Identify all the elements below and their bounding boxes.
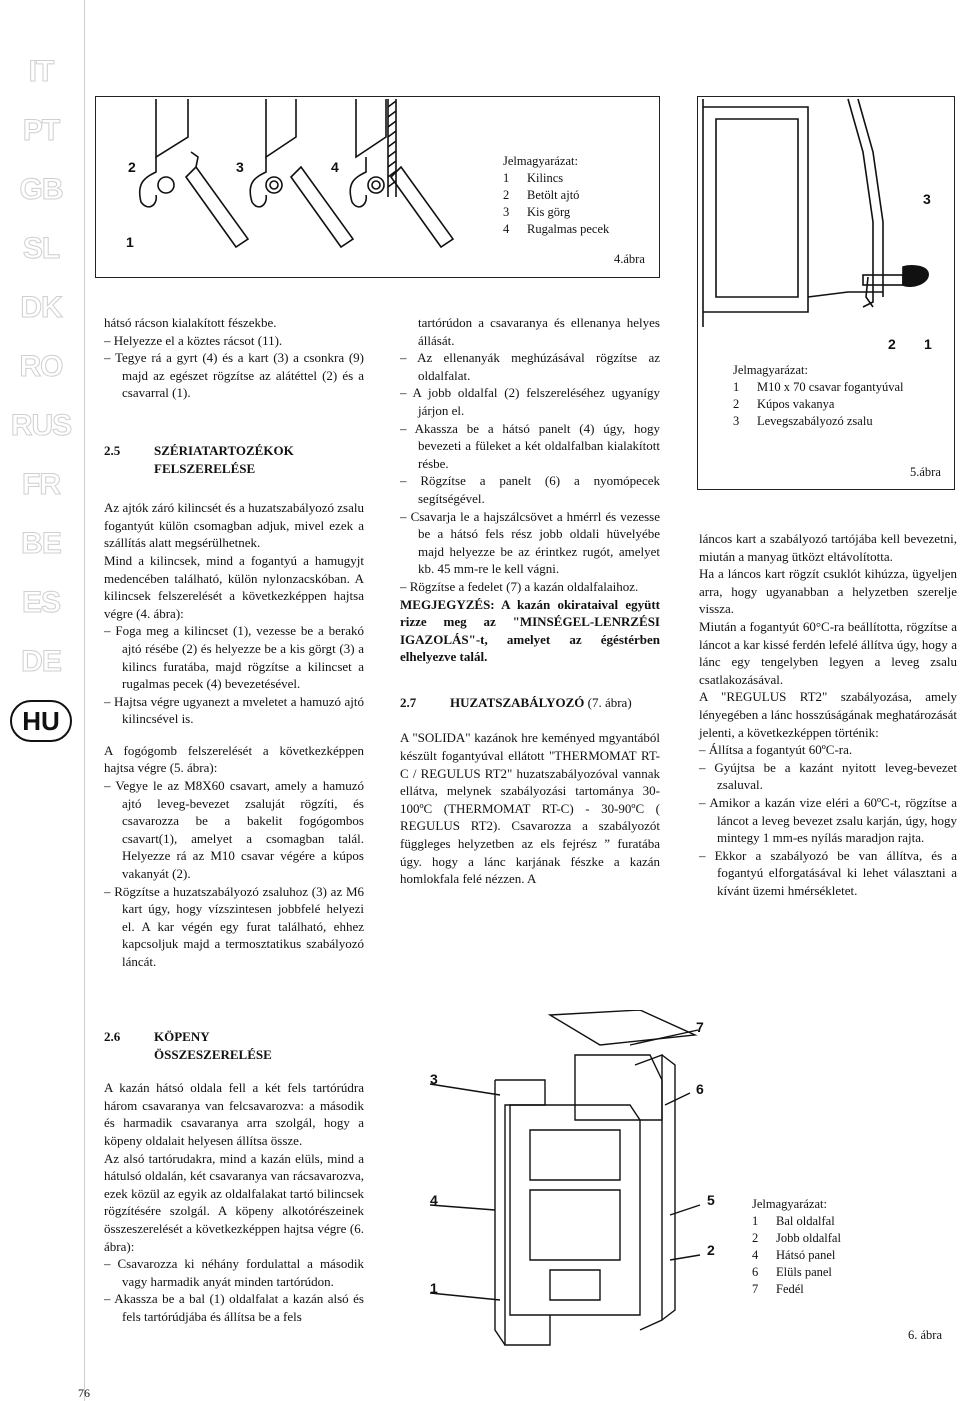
language-tab[interactable]: GB [19,173,63,206]
figure-5-legend [733,362,904,430]
language-tab[interactable]: SL [22,232,60,265]
legend-item: 1 Kilincs [503,171,564,185]
fig6-callout-7: 7 [696,1019,704,1035]
figure-6-legend [752,1196,841,1298]
paragraph: hátsó rácson kialakított fészekbe. [104,315,277,330]
list-item: – Rögzítse a huzatszabályozó zsaluhoz (3) az M6 kart úgy, hogy vízszintesen jobbfelé helyezi el. A kar végén egy furat található, ehhez kapcsoljuk majd a termosztatikus szabályozó láncát. [104,883,364,969]
legend-item: 4 Hátsó panel [752,1248,836,1262]
language-tab[interactable]: FR [22,468,60,501]
language-tab[interactable]: DE [21,645,61,678]
language-tab[interactable]: BE [21,527,61,560]
language-tab[interactable]: ES [21,586,61,619]
paragraph: tartórúdon a csavaranya és ellenanya helyes állását. [418,315,660,348]
list-item: – Hajtsa végre ugyanezt a mveletet a hamuzó ajtó kilincsével is. [104,693,364,727]
fig6-callout-2: 2 [707,1242,715,1258]
text-column-3 [699,530,957,899]
figure-4 [95,96,660,278]
section-heading-2-7: 2.7 HUZATSZABÁLYOZÓ (7. ábra) [400,694,632,710]
figure-5-drawing [698,97,954,357]
list-item: – Rögzítse a fedelet (7) a kazán oldalfalaihoz. [400,578,639,594]
legend-item: 3 Kis görg [503,205,571,219]
legend-title: Jelmagyarázat: [752,1197,827,1211]
figure-6-caption: 6. ábra [908,1328,943,1342]
paragraph: – Helyezze el a köztes rácsot (11). [104,332,283,348]
paragraph: A "SOLIDA" kazánok hre keményed mgyantából készült fogantyúval ellátott "THERMOMAT RT-C / REGULUS RT2" huzatszabályozóval vannak ellátva, melynek szabályozási tartománya 30-100ºC (THERMOMAT RT-C) - 30-90ºC ( REGULUS RT2). Csavarozza a szabályozót függleges helyzetben az els fejrész ” furatába úgy. hogy a lánc karjának fészke a kazán homlokfala felé nézzen. A [400,730,660,887]
list-item: – Amikor a kazán vize eléri a 60ºC-t, rögzítse a láncot a leveg bevezet zsalu karján, úgy, hogy mintegy 1 mm-es nyílás maradjon rajta. [699,794,957,846]
fig6-callout-6: 6 [696,1081,704,1097]
list-item: – Rögzítse a panelt (6) a nyomópecek segítségével. [400,473,660,506]
legend-item: 1 M10 x 70 csavar fogantyúval [733,380,904,394]
legend-item: 1 Bal oldalfal [752,1214,835,1228]
list-item: – Akassza be a hátsó panelt (4) úgy, hogy bevezeti a füleket a két oldalfalban kialakított résbe. [400,420,660,471]
fig5-callout-1: 1 [924,336,932,352]
language-tab[interactable]: DK [20,291,62,324]
legend-item: 3 Levegszabályozó zsalu [733,414,873,428]
fig5-callout-3: 3 [923,191,931,207]
list-item: – Tegye rá a gyrt (4) és a kart (3) a csonkra (9) majd az egészet rögzítse az alátéttel (2) és a csavarral (1). [104,350,364,401]
fig4-callout-2: 2 [128,159,136,175]
fig5-callout-2: 2 [888,336,896,352]
legend-title: Jelmagyarázat: [733,363,808,377]
legend-item: 2 Betölt ajtó [503,188,580,202]
list-item: – Állítsa a fogantyút 60ºC-ra. [699,742,853,758]
list-item: – Vegye le az M8X60 csavart, amely a hamuzó ajtó leveg-bevezet zsaluját rögzíti, és csavarozza be a bakelit fogógombos csavart(1), amelyet a csomagban talál. Helyezze rá az M10 csavar végére a kúpos vakanyát (2). [104,778,364,882]
fig4-callout-4: 4 [331,159,339,175]
fig4-callout-1: 1 [126,234,134,250]
paragraph: láncos kart a szabályozó tartójába kell bevezetni, miután a manyag ütközt eltávolította. [699,531,957,564]
list-item: – Csavarozza ki néhány fordulattal a második vagy harmadik anyát minden tartórúdon. [104,1256,364,1289]
figure-5 [697,96,955,490]
paragraph: Az alsó tartórudakra, mind a kazán elüls, mind a hátulsó oldalán, két csavaranya van rácsavarozva, ezek közül az egyik az oldalfalakat tartó bilincsek rögzítésére szolgál. A köpeny alkotórészeinek összeszerelését a következképpen hajtsa végre (6. ábra): [104,1150,364,1254]
paragraph: A "REGULUS RT2" szabályozása, amely lényegében a lánc hosszúságának meghatározását jelenti, a következképpen történik: [699,689,957,740]
fig6-callout-5: 5 [707,1192,715,1208]
paragraph: Miután a fogantyút 60°C-ra beállította, rögzítse a láncot a kar kissé ferdén lefelé állítva úgy, hogy a lánc egy tengelyben legyen a leveg zsalu csatlakozásával. [699,618,957,687]
text-column-2 [400,314,660,888]
language-tab-active[interactable]: HU [10,700,72,742]
legend-item: 4 Rugalmas pecek [503,222,610,236]
language-tab[interactable]: IT [28,55,54,88]
warning-note: MEGJEGYZÉS: A kazán okirataival együtt rizze meg az "MINSÉGEL-LENRZÉSI IGAZOLÁS"-t, amelyet az égéstérben elhelyezve talál. [400,596,660,665]
list-item: – Gyújtsa be a kazánt nyitott leveg-bevezet zsaluval. [699,759,957,793]
legend-item: 6 Elüls panel [752,1265,832,1279]
legend-item: 2 Kúpos vakanya [733,397,835,411]
list-item: – Akassza be a bal (1) oldalfalat a kazán alsó és fels tartórúdjába és állítsa be a fels [104,1291,364,1324]
paragraph: Mind a kilincsek, mind a fogantyú a hamugyjt medencében található, külön nylonzacskóban. A kilincsek felszerelését a következképpen hajtsa végre (4. ábra): [104,552,364,621]
list-item: – Az ellenanyák meghúzásával rögzítse az oldalfalat. [400,350,660,383]
list-item: – Ekkor a szabályozó be van állítva, és a fogantyú elforgatásával ki lehet választani a kívánt üzemi hmérsékletet. [699,847,957,898]
text-column-1 [104,314,364,971]
page-number: 76 [78,1386,90,1400]
figure-5-caption: 5.ábra [910,465,941,479]
text-column-1-section-2-6 [104,1028,364,1326]
fig6-callout-1: 1 [430,1280,438,1296]
language-tab[interactable]: RUS [10,409,72,442]
list-item: – Csavarja le a hajszálcsövet a hmérrl és vezesse be a hátsó fels rész jobb oldali hüvelyébe majd helyezze be az érintkez rugót, amelyet kb. 45 mm-re le kell vágni. [400,508,660,577]
fig6-callout-3: 3 [430,1071,438,1087]
list-item: – Foga meg a kilincset (1), vezesse be a berakó ajtó résébe (2) és helyezze be a kis görgt (3) a kilincs furatába, majd rögzítse a kilincset a rugalmas pecek (4) bevezetésével. [104,623,364,692]
figure-4-legend [503,153,609,238]
list-item: – A jobb oldalfal (2) felszereléséhez ugyanígy járjon el. [400,385,660,418]
paragraph: A kazán hátsó oldala fell a két fels tartórúdra három csavaranya van felcsavarozva: a második és harmadik csavaranya arra szolgál, hogy a köpeny oldalait helyesen állítsa össze. [104,1080,364,1148]
paragraph: Az ajtók záró kilincsét és a huzatszabályozó zsalu fogantyút külön csomagban adjuk, mivel ezek a szállítás alatt megsérülhetnek. [104,500,364,551]
language-tab[interactable]: RO [19,350,63,383]
figure-6-drawing [400,1010,730,1350]
fig6-callout-4: 4 [430,1192,438,1208]
figure-4-drawing [96,97,496,277]
paragraph: Ha a láncos kart rögzít csuklót kihúzza, ügyeljen arra, hogy ugyanabban a helyzetben szerelje vissza. [699,566,957,617]
section-heading-2-5: 2.5 SZÉRIATARTOZÉKOK FELSZERELÉSE [104,442,294,476]
fig4-callout-3: 3 [236,159,244,175]
figure-4-caption: 4.ábra [614,252,645,266]
legend-title: Jelmagyarázat: [503,154,578,168]
language-tab[interactable]: PT [22,114,60,147]
legend-item: 7 Fedél [752,1282,804,1296]
legend-item: 2 Jobb oldalfal [752,1231,841,1245]
sidebar-divider [84,0,85,1401]
section-heading-2-6: 2.6 KÖPENY ÖSSZESZERELÉSE [104,1029,272,1062]
paragraph: A fogógomb felszerelését a következképpen hajtsa végre (5. ábra): [104,742,364,776]
